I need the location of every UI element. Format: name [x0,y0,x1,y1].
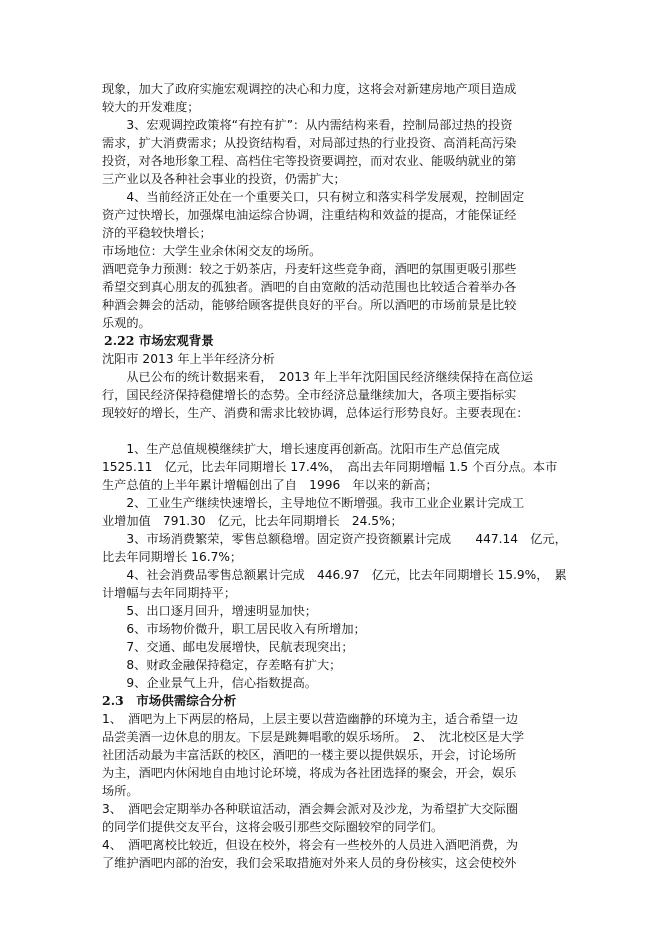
list-item-line: 2、工业生产继续快速增长，主导地位不断增强。我市工业企业累计完成工 [102,496,525,510]
list-item-line: 比去年同期增长 16.7%； [102,550,243,564]
list-item-line: 7、交通、邮电发展增快，民航表现突出； [102,640,354,654]
subheading-line: 沈阳市 2013 年上半年经济分析 [102,352,275,366]
body-text-line: 行，国民经济保持稳健增长的态势。全市经济总量继续加大，各项主要指标实 [102,388,517,402]
body-text-line: 的同学们提供交友平台，这将会吸引那些交际圈较窄的同学们。 [102,820,444,834]
body-text-line: 济的平稳较快增长； [102,226,212,240]
body-text-line: 种酒会舞会的活动，能够给顾客提供良好的平台。所以酒吧的市场前景是比较 [102,298,517,312]
body-text-line: 4、 酒吧离校比较近，但设在校外，将会有一些校外的人员进入酒吧消费，为 [102,838,519,852]
body-text-line: 酒吧竞争力预测：较之于奶茶店，丹麦轩这些竞争商，酒吧的氛围更吸引那些 [102,262,517,276]
list-item-line: 计增幅与去年同期持平； [102,586,237,600]
body-text-line: 了维护酒吧内部的治安，我们会采取措施对外来人员的身份核实，这会使校外 [102,856,517,870]
body-text-line: 3、 酒吧会定期举办各种联谊活动，酒会舞会派对及沙龙，为希望扩大交际圈 [102,802,519,816]
list-item-line: 5、出口逐月回升，增速明显加快； [102,604,317,618]
list-item-line: 3、市场消费繁荣，零售总额稳增。固定资产投资额累计完成 447.14 亿元， [102,532,567,546]
list-item-line: 6、市场物价微升，职工居民收入有所增加； [102,622,366,636]
body-text-line: 品尝美酒一边休息的朋友。下层是跳舞唱歌的娱乐场所。 2、 沈北校区是大学 [102,730,525,744]
body-text-line: 投资，对各地形象工程、高档住宅等投资要调控，而对农业、能吸纳就业的第 [102,154,517,168]
body-text-line: 三产业以及各种社会事业的投资，仍需扩大； [102,172,346,186]
body-text-line: 为主，酒吧内休闲地自由地讨论环境，将成为各社团选择的聚会，开会，娱乐 [102,766,517,780]
body-text-line: 从已公布的统计数据来看， 2013 年上半年沈阳国民经济继续保持在高位运 [102,370,533,384]
list-item-line: 8、财政金融保持稳定，存差略有扩大； [102,658,342,672]
body-text-line: 场所。 [102,784,139,798]
list-item-line: 1525.11 亿元，比去年同期增长 17.4%， 高出去年同期增幅 1.5 个百分点。本市 [102,460,558,474]
body-text-line: 3、宏观调控政策将“有控有扩”：从内需结构来看，控制局部过热的投资 [102,118,513,132]
market-position-line: 市场地位：大学生业余休闲交友的场所。 [102,244,322,258]
body-text-line: 社团活动最为丰富活跃的校区，酒吧的一楼主要以提供娱乐，开会，讨论场所 [102,748,517,762]
body-text-line: 需求，扩大消费需求；从投资结构看，对局部过热的行业投资、高消耗高污染 [102,136,517,150]
body-text-line: 较大的开发难度； [102,100,200,114]
list-item-line: 1、生产总值规模继续扩大，增长速度再创新高。沈阳市生产总值完成 [102,442,500,456]
list-item-line: 业增加值 791.30 亿元，比去年同期增长 24.5%； [102,514,403,528]
body-text-line: 4、当前经济正处在一个重要关口，只有树立和落实科学发展观，控制固定 [102,190,525,204]
body-text-line: 希望交到真心朋友的孤独者。酒吧的自由宽敞的活动范围也比较适合着举办各 [102,280,517,294]
section-heading-2-3: 2.3 市场供需综合分析 [102,693,237,708]
list-item-line: 4、社会消费品零售总额累计完成 446.97 亿元，比去年同期增长 15.9%， 累 [102,568,567,582]
body-text-line: 现较好的增长，生产、消费和需求比较协调，总体运行形势良好。主要表现在： [102,406,529,420]
body-text-line: 乐观的。 [102,316,151,330]
list-item-line: 9、企业景气上升，信心指数提高。 [102,676,317,690]
body-text-line: 1、 酒吧为上下两层的格局，上层主要以营造幽静的环境为主，适合希望一边 [102,712,519,726]
section-heading-2-22: 2.22 市场宏观背景 [104,333,214,348]
body-text-line: 资产过快增长，加强煤电油运综合协调，注重结构和效益的提高，才能保证经 [102,208,517,222]
list-item-line: 生产总值的上半年累计增幅创出了自 1996 年以来的新高； [102,478,438,492]
body-text-line: 现象，加大了政府实施宏观调控的决心和力度，这将会对新建房地产项目造成 [102,82,517,96]
